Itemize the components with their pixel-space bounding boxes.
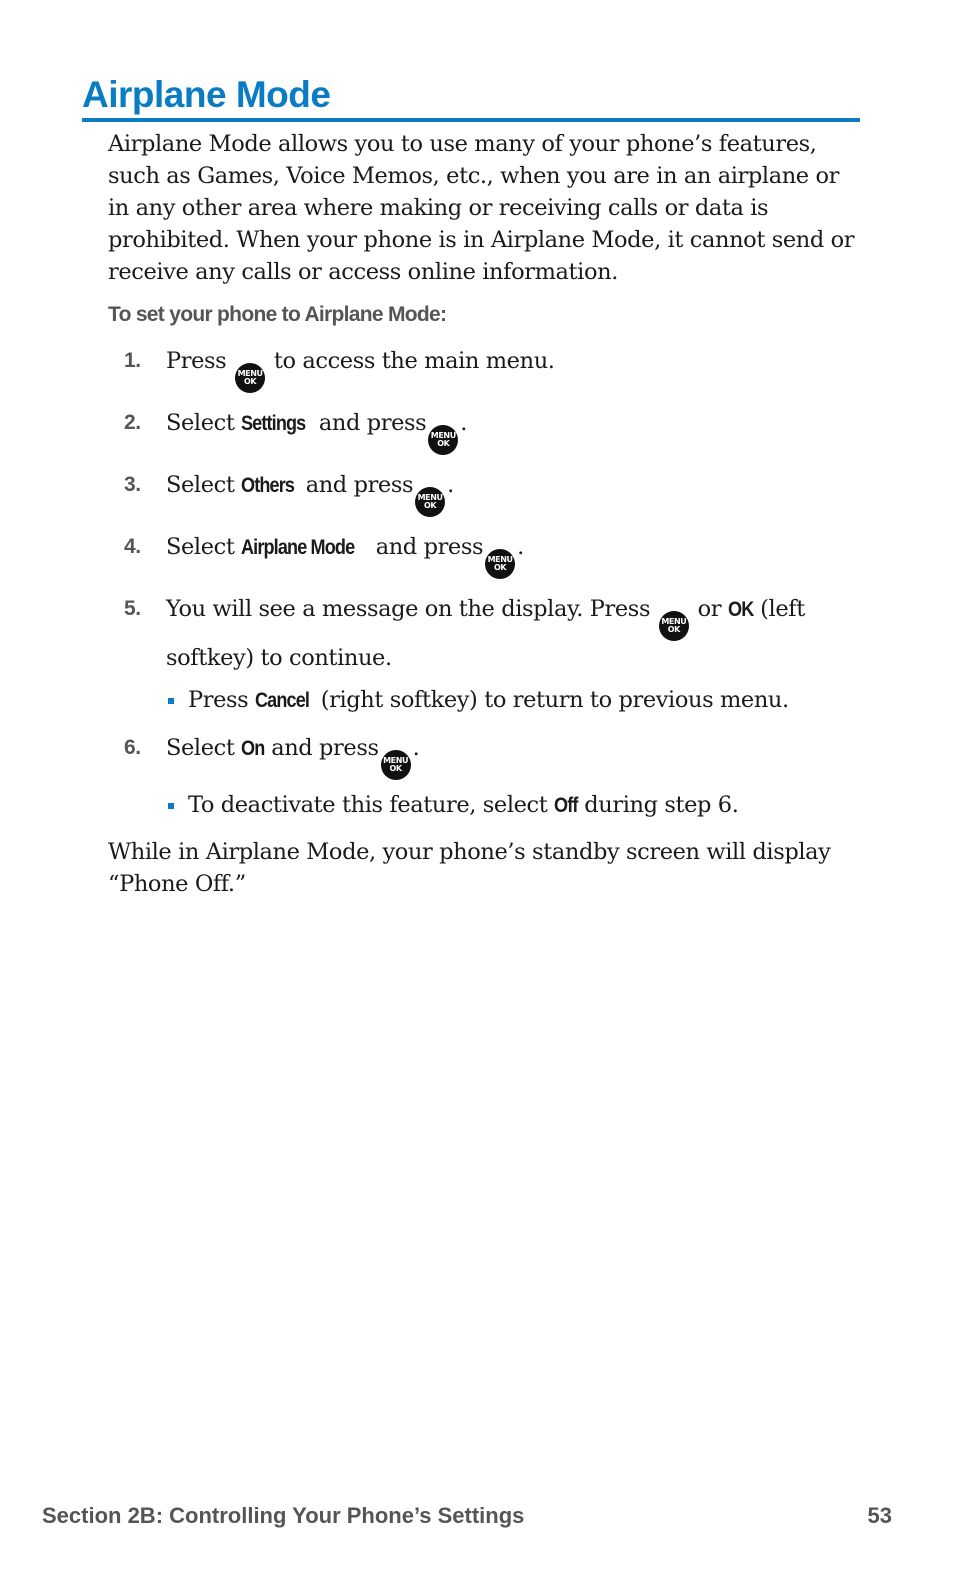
step-1	[108, 344, 858, 393]
step-text: Select	[166, 472, 235, 498]
sub-text: (right softkey) to return to previous menu.	[320, 687, 789, 713]
step-number: 1.	[124, 349, 141, 372]
menu-keyword: On	[241, 737, 265, 760]
page-footer	[42, 1503, 892, 1529]
content	[108, 128, 858, 900]
menu-ok-key-icon: MENU OK	[235, 363, 265, 393]
step-text: You will see a message on the display. Press	[166, 596, 651, 622]
step-text: Press	[166, 348, 227, 374]
step-text: Select	[166, 410, 235, 436]
step-3	[108, 468, 858, 517]
step-text: .	[517, 534, 524, 560]
step-text: .	[447, 472, 454, 498]
page-number: 53	[867, 1503, 892, 1528]
menu-keyword: Settings	[241, 412, 306, 435]
sub-text: To deactivate this feature, select	[188, 792, 548, 818]
menu-keyword: Others	[241, 474, 295, 497]
menu-keyword: Airplane Mode	[241, 536, 355, 559]
step-text: or	[697, 596, 722, 622]
step-number: 6.	[124, 736, 141, 759]
step-text: .	[460, 410, 468, 436]
sub-item	[148, 788, 858, 823]
step-2	[108, 406, 858, 455]
step-text: and press	[318, 410, 427, 436]
step-number: 3.	[124, 473, 141, 496]
softkey-keyword: OK	[727, 598, 754, 621]
step-4	[108, 530, 858, 579]
menu-ok-key-icon: MENU OK	[485, 549, 515, 579]
step-6	[108, 731, 858, 823]
menu-ok-key-icon: MENU OK	[659, 611, 689, 641]
step-text: (left softkey) to continue.	[166, 596, 805, 671]
step-text: and press	[305, 472, 414, 498]
menu-keyword: Off	[554, 794, 578, 817]
sub-list	[148, 788, 858, 823]
step-5	[108, 592, 858, 718]
step-text: Select	[166, 534, 235, 560]
page-title: Airplane Mode	[82, 74, 331, 115]
procedure-heading: To set your phone to Airplane Mode:	[108, 303, 447, 326]
step-text: Select	[166, 735, 235, 761]
step-text: and press	[375, 534, 484, 560]
step-text: .	[412, 735, 420, 761]
menu-ok-key-icon: MENU OK	[428, 425, 458, 455]
intro-paragraph: Airplane Mode allows you to use many of your phone’s features, such as Games, Voice Memos, etc., when you are in an airplane or in any other area where making or receiving calls or data is prohibited. When your phone is in Airplane Mode, it cannot send or receive any calls or access online information.	[108, 131, 855, 285]
menu-ok-key-icon: MENU OK	[415, 487, 445, 517]
sub-text: during step 6.	[584, 792, 739, 818]
step-number: 2.	[124, 411, 141, 434]
step-number: 5.	[124, 597, 141, 620]
title-rule	[82, 118, 860, 122]
bullet-marker	[168, 803, 174, 809]
footer-section-title: Section 2B: Controlling Your Phone’s Settings	[42, 1503, 525, 1528]
step-text: to access the main menu.	[273, 348, 555, 374]
sub-item	[148, 683, 858, 718]
steps-list	[108, 344, 858, 823]
sub-text: Press	[188, 687, 249, 713]
closing-paragraph: While in Airplane Mode, your phone’s standby screen will display “Phone Off.”	[108, 839, 831, 897]
step-number: 4.	[124, 535, 141, 558]
sub-list	[148, 683, 858, 718]
bullet-marker	[168, 698, 174, 704]
step-text: and press	[271, 735, 379, 761]
softkey-keyword: Cancel	[255, 689, 310, 712]
menu-ok-key-icon: MENU OK	[381, 750, 411, 780]
